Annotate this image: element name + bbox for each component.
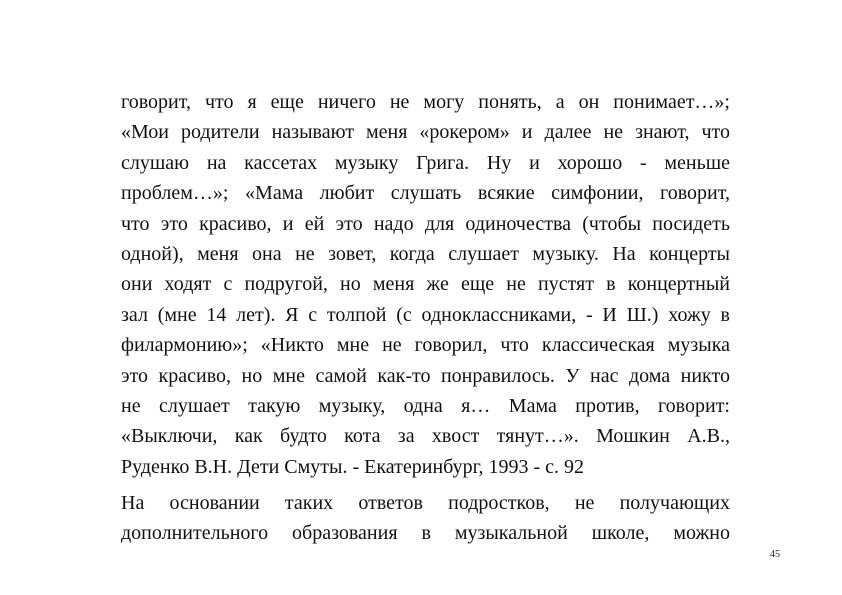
- citation-line: Руденко В.Н. Дети Смуты. - Екатеринбург, 1993 - с. 92: [121, 455, 585, 478]
- page-number: 45: [770, 549, 780, 560]
- text-line: зал (мне 14 лет). Я с толпой (с одноклассниками, - И Ш.) хожу в: [121, 303, 730, 326]
- text-line: слушаю на кассетах музыку Грига. Ну и хорошо - меньше: [121, 151, 730, 174]
- text-line: дополнительного образования в музыкальной школе, можно: [121, 522, 730, 545]
- text-line: говорит, что я еще ничего не могу понять, а он понимает…»;: [121, 91, 730, 113]
- text-line: они ходят с подругой, но меня же еще не пустят в концертный: [121, 273, 730, 296]
- next-paragraph: [121, 488, 730, 549]
- text-line: На основании таких ответов подростков, не получающих: [121, 492, 730, 515]
- quote-paragraph: [121, 87, 730, 482]
- text-line: «Выключи, как будто кота за хвост тянут…». Мошкин А.В.,: [121, 425, 730, 448]
- text-line: проблем…»; «Мама любит слушать всякие симфонии, говорит,: [121, 182, 730, 205]
- text-line: одной), меня она не зовет, когда слушает музыку. На концерты: [121, 242, 730, 265]
- text-line: филармонию»; «Никто мне не говорил, что классическая музыка: [121, 334, 730, 357]
- body-text: [121, 87, 730, 549]
- text-line: это красиво, но мне самой как-то понравилось. У нас дома никто: [121, 364, 730, 387]
- text-line: что это красиво, и ей это надо для одиночества (чтобы посидеть: [121, 212, 730, 235]
- text-line: «Мои родители называют меня «рокером» и далее не знают, что: [121, 121, 730, 144]
- text-line: не слушает такую музыку, одна я… Мама против, говорит:: [121, 394, 730, 417]
